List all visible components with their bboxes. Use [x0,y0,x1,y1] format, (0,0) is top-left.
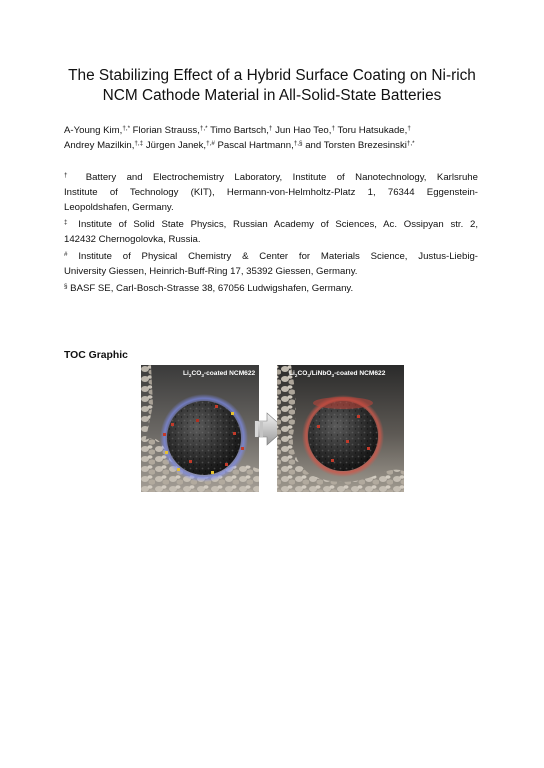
author-name: Jürgen Janek, [143,140,207,151]
author-name: and Torsten Brezesinski [302,140,407,151]
author-name: Pascal Hartmann, [214,140,294,151]
toc-illustration [141,365,404,492]
affiliation-line: † Battery and Electrochemistry Laboratory, Institute of Nanotechnology, Karlsruhe [64,171,478,183]
affiliation-symbol: # [64,250,68,258]
author-affiliation-mark: † [268,124,273,132]
left-panel [141,365,259,492]
left-panel-label: $Li_2CO_3$-coated NCM622 [183,370,256,378]
title-line-1: The Stabilizing Effect of a Hybrid Surface Coating on Ni-rich [68,67,476,84]
author-name: Florian Strauss, [130,125,200,136]
affiliation-line: # Institute of Physical Chemistry & Center for Materials Science, Justus-Liebig- [64,250,478,262]
affiliation-symbol: ‡ [64,218,72,226]
author-affiliation-mark: †,‡ [134,139,144,147]
paper-title [40,66,504,106]
affiliation-line: Leopoldshafen, Germany. [64,202,174,213]
affiliation-line: University Giessen, Heinrich-Buff-Ring 17, 35392 Giessen, Germany. [64,266,358,277]
author-list [64,123,484,153]
author-affiliation-mark: † [407,124,411,132]
author-affiliation-mark: †,* [199,124,208,132]
affiliation-1 [64,170,478,215]
affiliation-line: § BASF SE, Carl-Bosch-Strasse 38, 67056 Ludwigshafen, Germany. [64,282,354,294]
affiliation-line: Institute of Technology (KIT), Hermann-von-Helmholtz-Platz 1, 76344 Eggenstein- [64,187,478,198]
author-line-2 [64,138,484,153]
author-name: A-Young Kim, [64,125,123,136]
toc-graphic-label: TOC Graphic [64,350,128,361]
author-affiliation-mark: †,* [406,139,415,147]
right-panel [277,365,404,492]
author-line-1 [64,123,484,138]
author-affiliation-mark: †,# [206,139,215,147]
right-panel-label: $Li_2CO_3/LiNbO_3$-coated NCM622 [289,370,386,378]
title-line-2: NCM Cathode Material in All-Solid-State Batteries [102,87,442,104]
affiliation-2 [64,217,478,247]
author-affiliation-mark: †,§ [293,139,303,147]
affiliation-symbol: § [64,282,68,290]
author-name: Timo Bartsch, [207,125,269,136]
author-name: Jun Hao Teo, [272,125,332,136]
author-affiliation-mark: † [331,124,335,132]
affiliation-4 [64,281,478,296]
author-name: Andrey Mazilkin, [64,140,135,151]
affiliation-symbol: † [64,171,76,179]
author-name: Toru Hatsukade, [334,125,408,136]
affiliation-3 [64,249,478,279]
author-affiliation-mark: †,* [122,124,131,132]
affiliation-line: ‡ Institute of Solid State Physics, Russian Academy of Sciences, Ac. Ossipyan str. 2, [64,218,478,230]
affiliation-line: 142432 Chernogolovka, Russia. [64,234,201,245]
toc-graphic [141,365,404,492]
